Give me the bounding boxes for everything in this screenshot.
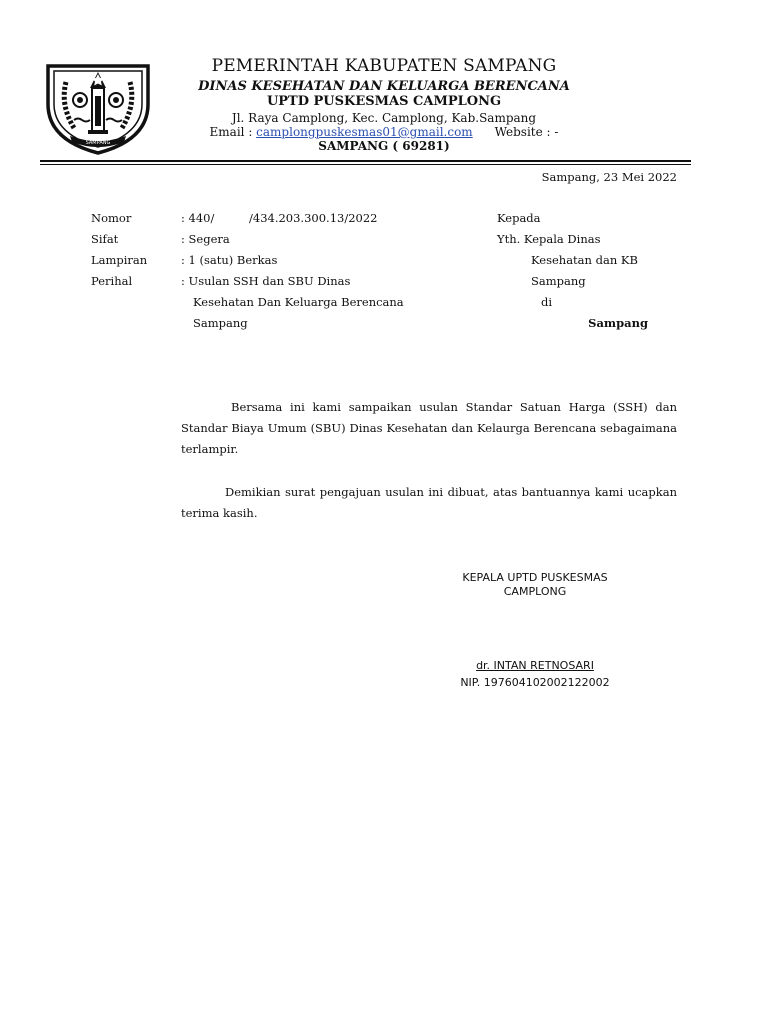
body-paragraph-2-text: Demikian surat pengajuan usulan ini dibuat, atas bantuannya kami ucapkan terima kasih. bbox=[181, 485, 677, 520]
recipient-line-3: Kesehatan dan KB bbox=[531, 253, 638, 267]
body-paragraph-2 bbox=[181, 482, 677, 524]
letterhead-divider-thin bbox=[40, 164, 691, 165]
perihal-label: Perihal bbox=[91, 274, 133, 288]
nomor-label: Nomor bbox=[91, 211, 132, 225]
body-paragraph-1 bbox=[181, 397, 677, 460]
email-label: Email : bbox=[209, 125, 257, 139]
recipient-line-6: Sampang bbox=[588, 316, 648, 330]
signature-title-line-2: CAMPLONG bbox=[503, 585, 567, 598]
recipient-line-4: Sampang bbox=[531, 274, 586, 288]
recipient-line-2: Yth. Kepala Dinas bbox=[497, 232, 601, 246]
sifat-label: Sifat bbox=[91, 232, 119, 246]
nomor-suffix: /434.203.300.13/2022 bbox=[249, 211, 378, 225]
signature-name-text: dr. INTAN RETNOSARI bbox=[476, 659, 594, 672]
lampiran-label: Lampiran bbox=[91, 253, 148, 267]
email-link[interactable]: camplongpuskesmas01@gmail.com bbox=[256, 125, 473, 139]
letterhead-agency: DINAS KESEHATAN DAN KELUARGA BERENCANA bbox=[198, 79, 570, 94]
lampiran-value: : 1 (satu) Berkas bbox=[181, 253, 278, 267]
website-label: Website : - bbox=[494, 125, 559, 139]
regency-coat-of-arms-logo bbox=[40, 60, 156, 156]
letterhead-city-postal: SAMPANG ( 69281) bbox=[318, 139, 450, 153]
body-paragraph-1-text: Bersama ini kami sampaikan usulan Standar Satuan Harga (SSH) dan Standar Biaya Umum (SBU) Dinas Kesehatan dan Kelaurga Berencana sebagaimana terlampir. bbox=[181, 400, 677, 456]
perihal-line-1: : Usulan SSH dan SBU Dinas bbox=[181, 274, 351, 288]
letterhead-address: Jl. Raya Camplong, Kec. Camplong, Kab.Sampang bbox=[231, 111, 537, 125]
signature-name bbox=[420, 659, 650, 672]
recipient-line-5: di bbox=[541, 295, 553, 309]
letterhead-government: PEMERINTAH KABUPATEN SAMPANG bbox=[211, 56, 557, 76]
perihal-line-3: Sampang bbox=[193, 316, 248, 330]
letterhead-contact bbox=[150, 125, 618, 139]
letter-date: Sampang, 23 Mei 2022 bbox=[541, 170, 677, 184]
letterhead-unit: UPTD PUSKESMAS CAMPLONG bbox=[266, 94, 502, 109]
sifat-value: : Segera bbox=[181, 232, 230, 246]
nomor-prefix: : 440/ bbox=[181, 211, 215, 225]
signature-title-line-1: KEPALA UPTD PUSKESMAS bbox=[462, 571, 608, 584]
svg-text:SAMPANG: SAMPANG bbox=[85, 140, 111, 146]
signature-nip: NIP. 197604102002122002 bbox=[460, 676, 610, 689]
recipient-line-1: Kepada bbox=[497, 211, 541, 225]
perihal-line-2: Kesehatan Dan Keluarga Berencana bbox=[193, 295, 404, 309]
letterhead-divider-thick bbox=[40, 160, 691, 162]
